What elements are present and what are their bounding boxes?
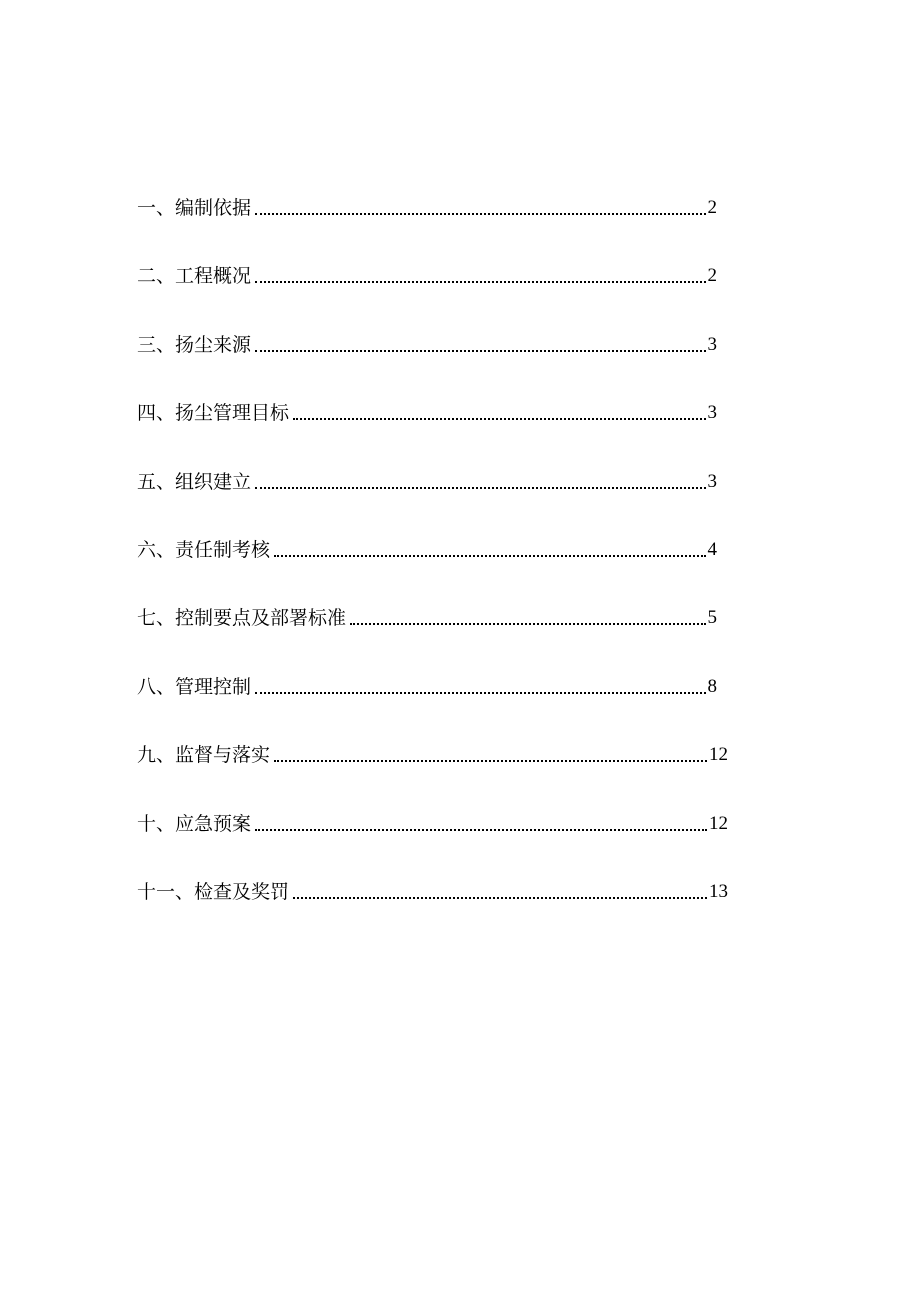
toc-entry-title: 十一、检查及奖罚 bbox=[137, 881, 290, 903]
toc-entry-title: 二、工程概况 bbox=[137, 265, 252, 287]
toc-entry-page-number: 3 bbox=[707, 471, 717, 492]
toc-entry[interactable] bbox=[137, 810, 728, 836]
toc-entry[interactable] bbox=[137, 194, 717, 220]
toc-dot-leader bbox=[255, 487, 705, 489]
toc-entry[interactable] bbox=[137, 468, 717, 494]
toc-entry-page-number: 12 bbox=[709, 813, 728, 834]
toc-entry-title: 十、应急预案 bbox=[137, 813, 252, 835]
toc-entry-page-number: 8 bbox=[707, 676, 717, 697]
toc-entry-title: 七、控制要点及部署标准 bbox=[137, 607, 347, 629]
toc-entry-page-number: 5 bbox=[707, 607, 717, 628]
toc-dot-leader bbox=[350, 623, 705, 625]
toc-dot-leader bbox=[274, 760, 707, 762]
toc-entry[interactable] bbox=[137, 262, 717, 288]
toc-entry-page-number: 2 bbox=[707, 265, 717, 286]
toc-dot-leader bbox=[255, 281, 705, 283]
toc-entry-page-number: 3 bbox=[707, 402, 717, 423]
toc-entry-title: 三、扬尘来源 bbox=[137, 334, 252, 356]
toc-entry-title: 九、监督与落实 bbox=[137, 744, 271, 766]
toc-entry-page-number: 3 bbox=[707, 334, 717, 355]
toc-entry-page-number: 4 bbox=[707, 539, 717, 560]
toc-entry-title: 一、编制依据 bbox=[137, 197, 252, 219]
toc-entry[interactable] bbox=[137, 604, 717, 630]
toc-entry-page-number: 2 bbox=[707, 197, 717, 218]
toc-entry-page-number: 12 bbox=[709, 744, 728, 765]
toc-entry[interactable] bbox=[137, 399, 717, 425]
toc-dot-leader bbox=[255, 829, 707, 831]
toc-dot-leader bbox=[255, 213, 705, 215]
toc-dot-leader bbox=[274, 555, 705, 557]
toc-entry-page-number: 13 bbox=[709, 881, 728, 902]
toc-dot-leader bbox=[255, 350, 705, 352]
toc-entry-title: 五、组织建立 bbox=[137, 471, 252, 493]
toc-entry[interactable] bbox=[137, 741, 728, 767]
toc-dot-leader bbox=[255, 692, 705, 694]
toc-entry-title: 四、扬尘管理目标 bbox=[137, 402, 290, 424]
toc-entry[interactable] bbox=[137, 878, 728, 904]
toc-entry[interactable] bbox=[137, 331, 717, 357]
toc-entry-title: 八、管理控制 bbox=[137, 676, 252, 698]
toc-entry[interactable] bbox=[137, 536, 717, 562]
toc-dot-leader bbox=[293, 418, 705, 420]
toc-dot-leader bbox=[293, 897, 707, 899]
toc-entry[interactable] bbox=[137, 673, 717, 699]
toc-entry-title: 六、责任制考核 bbox=[137, 539, 271, 561]
